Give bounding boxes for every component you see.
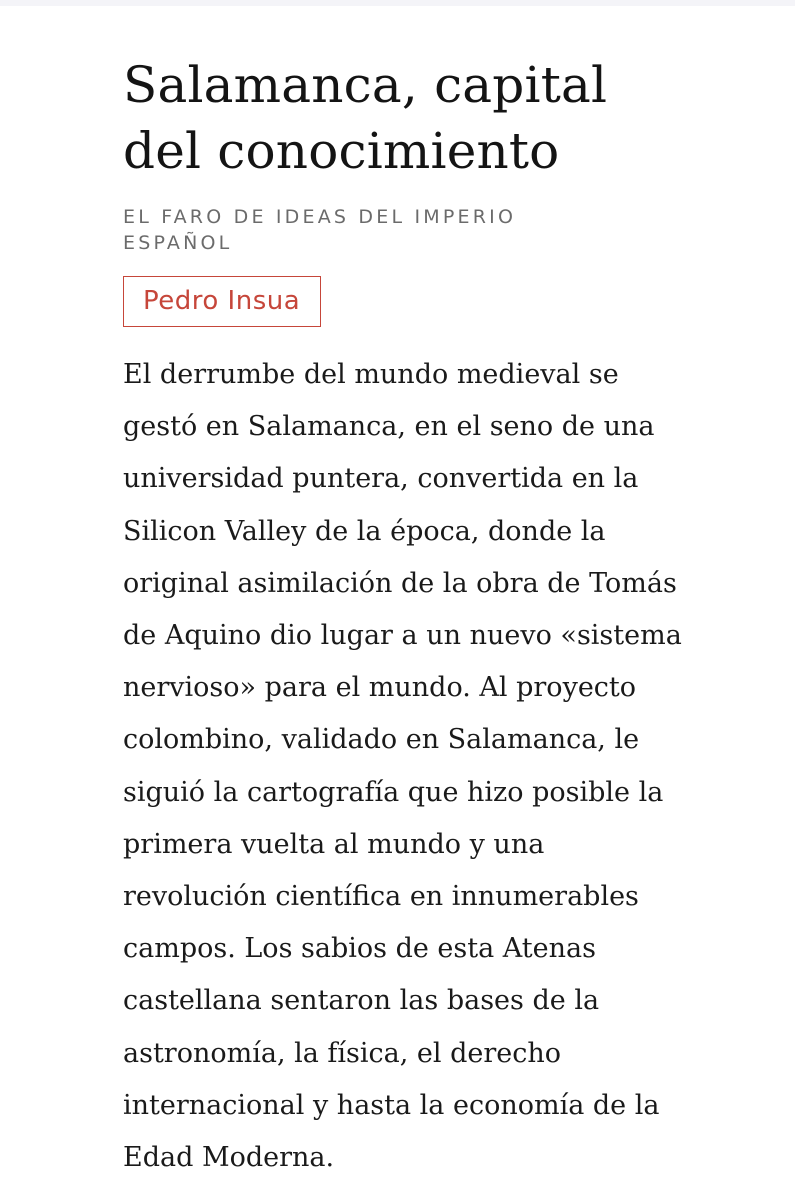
article-title: Salamanca, capital del conocimiento [123, 56, 608, 180]
top-bar [0, 0, 795, 6]
author-link[interactable]: Pedro Insua [123, 276, 321, 327]
article-body: El derrumbe del mundo medieval se gestó en Salamanca, en el seno de una universidad puntera, convertida en la Silicon Valley de la época, donde la original asimilación de la obra de Tomás de Aquino dio lugar a un nuevo «sistema nervioso» para el mundo. Al proyecto colombino, validado en Salamanca, le siguió la cartografía que hizo posible la primera vuelta al mundo y una revolución científica en innumerables campos. Los sabios de esta Atenas castellana sentaron las bases de la astronomía, la física, el derecho internacional y hasta la economía de la Edad Moderna. [123, 359, 682, 1174]
article [123, 52, 683, 1184]
article-subtitle: EL FARO DE IDEAS DEL IMPERIO ESPAÑOL [123, 206, 517, 254]
